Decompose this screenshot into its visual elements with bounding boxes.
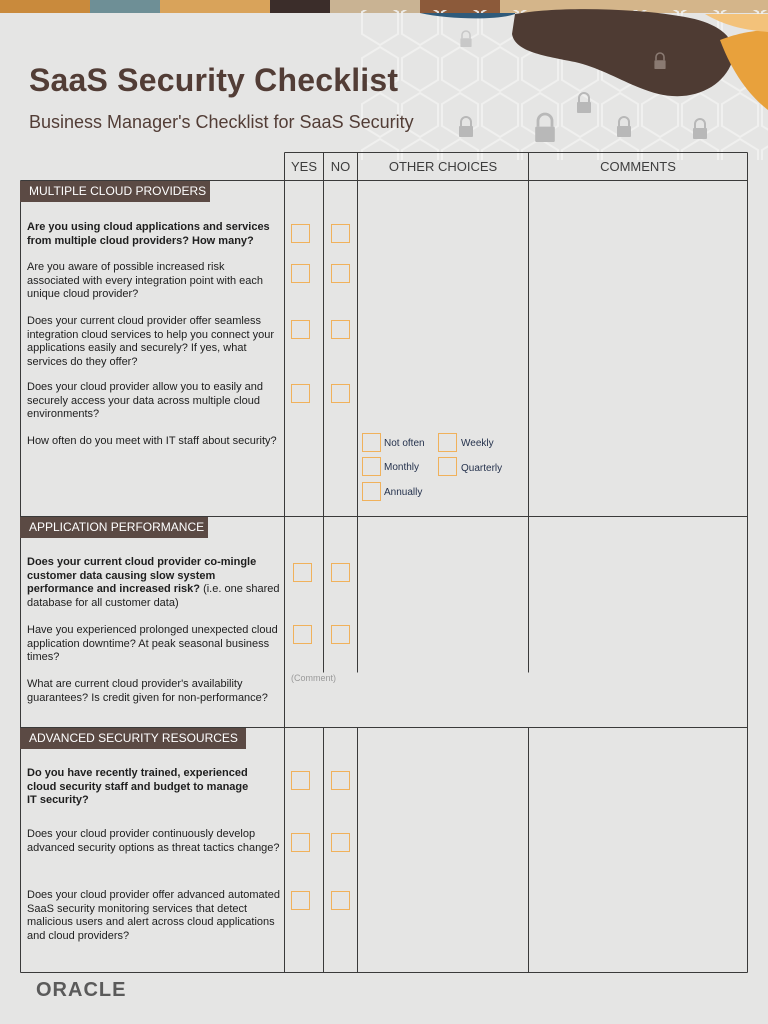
question-text: Does your current cloud provider offer seamless integration cloud services to help you connect your applications easily and securely? If yes, what services do they offer? [27,315,275,368]
no-checkbox[interactable] [331,833,350,852]
choice-checkbox-not-often[interactable] [362,433,381,452]
yes-checkbox[interactable] [293,563,312,582]
choice-label: Weekly [461,438,494,449]
column-header-comments: COMMENTS [600,159,676,174]
section-header-application-performance: APPLICATION PERFORMANCE [20,517,208,538]
question-text: Are you aware of possible increased risk associated with every integration point with each unique cloud provider? [27,261,264,300]
page-subtitle: Business Manager's Checklist for SaaS Security [29,112,414,132]
choice-label: Monthly [384,462,420,473]
oracle-logo-text: ORACLE [36,979,127,1000]
question-text: Does your cloud provider continuously develop advanced security options as threat tactics change? [27,828,280,854]
comment-placeholder: (Comment) [291,673,337,683]
choice-label: Annually [384,487,423,498]
choice-label: Not often [384,438,425,449]
question-text: Does your current cloud provider co-mingle customer data causing slow system performance and increased risk? (i.e. one shared database for all customer data) [27,556,280,609]
no-checkbox[interactable] [331,384,350,403]
yes-checkbox[interactable] [291,384,310,403]
question-text: Have you experienced prolonged unexpected cloud application downtime? At peak seasonal business times? [27,624,278,663]
question-text: What are current cloud provider's availability guarantees? Is credit given for non-performance? [27,678,268,704]
no-checkbox[interactable] [331,771,350,790]
yes-checkbox[interactable] [291,771,310,790]
choice-checkbox-annually[interactable] [362,482,381,501]
no-checkbox[interactable] [331,563,350,582]
yes-checkbox[interactable] [293,625,312,644]
question-text: Does your cloud provider offer advanced automated SaaS security monitoring services that detect malicious users and alert across cloud applications and cloud providers? [27,889,280,942]
no-checkbox[interactable] [331,320,350,339]
choice-checkbox-weekly[interactable] [438,433,457,452]
question-text: How often do you meet with IT staff about security? [27,435,277,447]
oracle-logo [36,978,134,1000]
yes-checkbox[interactable] [291,891,310,910]
section-header-multiple-cloud-providers: MULTIPLE CLOUD PROVIDERS [20,181,210,202]
section-header-advanced-security-resources: ADVANCED SECURITY RESOURCES [20,728,246,749]
column-header-no: NO [330,159,351,174]
choice-label: Quarterly [461,463,503,474]
yes-checkbox[interactable] [291,320,310,339]
column-header-yes: YES [290,159,317,174]
choice-checkbox-quarterly[interactable] [438,457,457,476]
yes-checkbox[interactable] [291,833,310,852]
column-header-other-choices: OTHER CHOICES [388,159,498,174]
no-checkbox[interactable] [331,264,350,283]
yes-checkbox[interactable] [291,264,310,283]
comment-field[interactable] [285,673,747,727]
no-checkbox[interactable] [331,891,350,910]
yes-checkbox[interactable] [291,224,310,243]
no-checkbox[interactable] [331,224,350,243]
question-text: Do you have recently trained, experienced cloud security staff and budget to manage IT security? [27,767,249,806]
page-title: SaaS Security Checklist [29,62,399,98]
question-text: Does your cloud provider allow you to easily and securely access your data across multiple cloud environments? [27,381,264,420]
choice-checkbox-monthly[interactable] [362,457,381,476]
no-checkbox[interactable] [331,625,350,644]
question-text: Are you using cloud applications and services from multiple cloud providers? How many? [27,221,270,247]
